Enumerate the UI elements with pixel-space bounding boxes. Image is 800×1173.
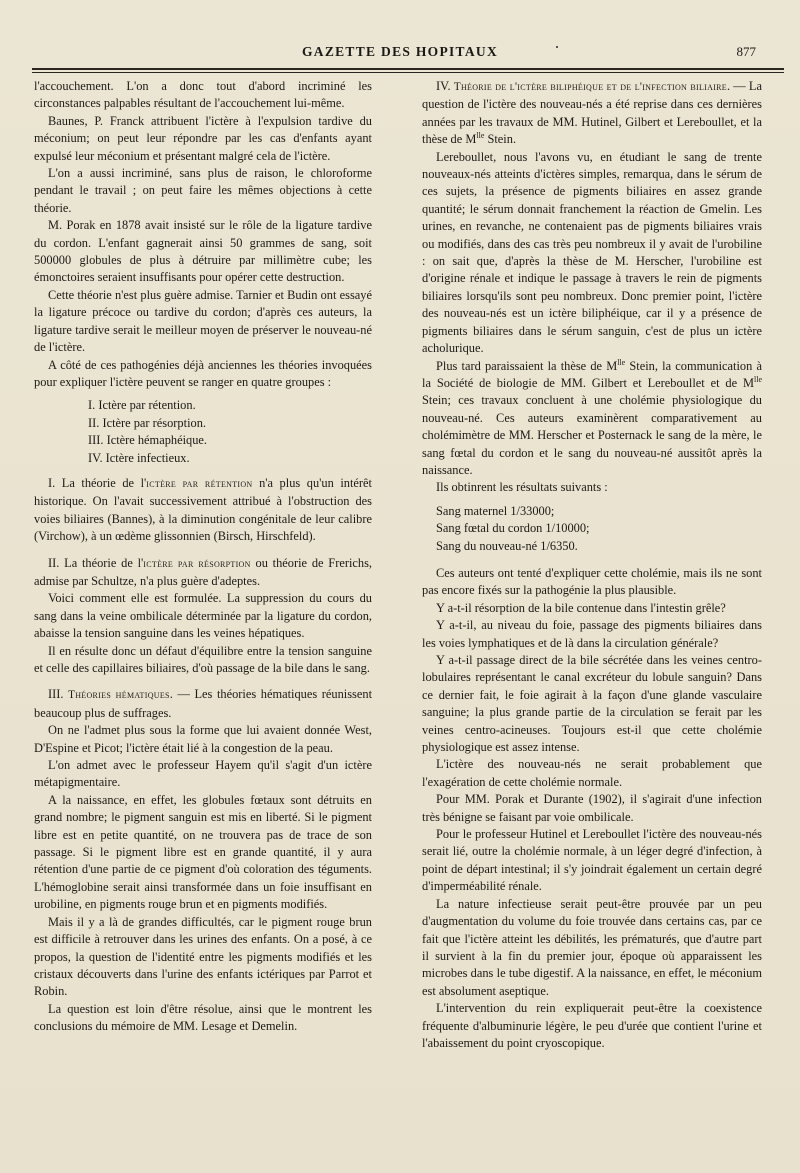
text: ou théorie de Frerichs, admise par Schultze, n'a plus guère d'adeptes. [34, 555, 373, 588]
text: Stein. [484, 132, 517, 147]
paragraph: Il en résulte donc un défaut d'équilibre entre la tension sanguine et celle des capillaires biliaires, d'où passage de la bile dans le sang. [34, 643, 372, 675]
list-item: II. Ictère par résorption. [88, 415, 206, 430]
text: II. La théorie de l' [48, 555, 144, 570]
text: Stein; ces travaux concluent à une cholémie physiologique du nouveau-né. Ces auteurs examinèrent comparativement au cholémimètre de MM. Herscher et Posternack le sang de la mère, le sang fœtal du cordon et le sang du nouveau-né aussitôt après la naissance. [422, 393, 762, 477]
text: Plus tard paraissaient la thèse de M [436, 358, 618, 373]
running-header [0, 40, 800, 66]
paragraph: Voici comment elle est formulée. La suppression du cours du sang dans la veine ombilicale déterminée par la ligature du cordon, abaisse la tension sanguine dans les veines hépatiques. [34, 591, 372, 641]
header-rule-thin [32, 72, 784, 73]
paragraph: Y a-t-il résorption de la bile contenue dans l'intestin grêle? [436, 600, 726, 615]
paragraph: Ces auteurs ont tenté d'expliquer cette cholémie, mais ils ne sont pas encore fixés sur la pathogénie la plus plausible. [422, 565, 762, 598]
text: . — La question de l'ictère des nouveau-nés a été reprise dans ces dernières années par les travaux de MM. Hutinel, Gilbert et Lereboullet, et la thèse de M [422, 79, 762, 147]
paragraph: l'accouchement. L'on a donc tout d'abord incriminé les circonstances palpables résultant de l'accouchement lui-même. [34, 79, 372, 111]
paragraph: Pour MM. Porak et Durante (1902), il s'agirait d'une infection très bénigne se faisant par voie ombilicale. [422, 792, 762, 824]
print-speck [556, 46, 558, 48]
right-column [422, 78, 762, 1052]
section-heading: Théories hématiques [68, 689, 170, 702]
result-line: Sang du nouveau-né 1/6350. [436, 538, 578, 553]
paragraph: La question est loin d'être résolue, ainsi que le montrent les conclusions du mémoire de MM. Lesage et Demelin. [34, 1001, 372, 1034]
section-biliphaeic [422, 78, 762, 149]
text: Stein, la communication à la Société de biologie de MM. Gilbert et Lereboullet et de M [422, 358, 762, 390]
paragraph: Lereboullet, nous l'avons vu, en étudiant le sang de trente nouveaux-nés atteints d'ictères simples, remarqua, dans le sérum de ces sujets, la présence de pigments biliaires en assez grande quantité; le sérum donnait franchement la réaction de Gmelin. Les urines, en revanche, ne contenaient pas de pigments biliaires vrais ou modifiés, dans des cas très peu nombreux il y avait de l'urobiline : on sait que, d'après la thèse de M. Herscher, l'urobiline est d'origine rénale et indique le passage à travers le rein de pigments biliaires lorsqu'ils sont peu nombreux. Donc premier point, l'ictère des nouveau-nés est un ictère biliphéique, car il y a présence de pigments biliaires dans le sérum sanguin, c'est de plus un ictère acholurique. [422, 149, 762, 356]
header-rule-thick [32, 68, 784, 70]
theory-groups-list [34, 397, 372, 467]
result-line: Sang maternel 1/33000; [436, 503, 555, 518]
paragraph: Cette théorie n'est plus guère admise. Tarnier et Budin ont essayé la ligature précoce ou tardive du cordon; d'après ces auteurs, la ligature tardive serait le meilleur moyen de préserver le nouveau-né de l'ictère. [34, 287, 372, 355]
list-item: IV. Ictère infectieux. [88, 450, 190, 465]
section-heading: ictère par résorption [143, 557, 251, 570]
text: IV. [436, 79, 454, 93]
paragraph: A côté de ces pathogénies déjà anciennes les théories invoquées pour expliquer l'ictère peuvent se ranger en quatre groupes : [34, 357, 372, 389]
text: III. [48, 687, 69, 702]
superscript: lle [617, 357, 626, 367]
paragraph: M. Porak en 1878 avait insisté sur le rôle de la ligature tardive du cordon. L'enfant gagnerait ainsi 50 grammes de sang, soit 500000 globules de plus à détruire par millimètre cube; les émonctoires seraient insuffisants pour opérer cette destruction. [34, 218, 372, 285]
superscript: lle [476, 131, 485, 141]
section-resorption [34, 555, 372, 591]
paragraph: Mais il y a là de grandes difficultés, car le pigment rouge brun est difficile à retrouver dans les urines des enfants. On a posé, à ce propos, la question de l'identité entre les pigments modifiés et les cristaux découverts dans l'urine des enfants ictériques par Parrot et Robin. [34, 914, 372, 999]
section-heading: Théorie de l'ictère biliphéique et de l'infection biliaire [453, 81, 727, 93]
paragraph: Ils obtinrent les résultats suivants : [436, 480, 608, 495]
paragraph: L'on admet avec le professeur Hayem qu'il s'agit d'un ictère métapigmentaire. [34, 758, 372, 790]
list-item: I. Ictère par rétention. [88, 398, 196, 413]
section-hematic [34, 686, 372, 722]
section-heading: ictère par rétention [146, 477, 253, 490]
paragraph [422, 358, 762, 480]
superscript: lle [754, 374, 762, 384]
paragraph: L'intervention du rein expliquerait peut-être la coexistence fréquente d'albuminurie légère, le peu d'urée que contient l'urine et l'abaissement du point cryoscopique. [422, 1001, 762, 1050]
paragraph: Pour le professeur Hutinel et Lereboullet l'ictère des nouveau-nés serait lié, outre la cholémie normale, à un léger degré d'infection, à point de départ intestinal; il s'y joindrait également un certain degré d'imperméabilité rénale. [422, 827, 762, 894]
journal-title: GAZETTE DES HOPITAUX [301, 44, 499, 59]
blood-results [422, 503, 762, 555]
list-item: III. Ictère hémaphéique. [88, 433, 208, 448]
paragraph: A la naissance, en effet, les globules fœtaux sont détruits en grand nombre; le pigment sanguin est mis en liberté. Si le pigment libre est en petite quantité, on ne trouvera pas de trace de son passage. Si le pigment libre est en grande quantité, il y aura rétention d'une partie de ce pigment d'où coloration des téguments. L'hémoglobine serait ainsi transformée dans un foie insuffisant en urobiline, en pigments rouge brun et en pigments modifiés. [34, 792, 372, 912]
page-number: 877 [736, 44, 756, 59]
left-column [34, 78, 372, 1036]
paragraph: Y a-t-il, au niveau du foie, passage des pigments biliaires dans les voies lymphatiques et de là dans la circulation générale? [422, 618, 762, 650]
paragraph: Y a-t-il passage direct de la bile sécrétée dans les veines centro-lobulaires représentant le canal excréteur du lobule sanguin? Dans ce dernier fait, le foie agirait à la façon d'une glande vasculaire sanguine; la plus grande partie de la circulation se ferait par les veines centro-acineuses. Toujours est-il que cette cholémie physiologique est assez intense. [422, 653, 762, 755]
result-line: Sang fœtal du cordon 1/10000; [436, 521, 590, 536]
paragraph: L'ictère des nouveau-nés ne serait probablement que l'exagération de cette cholémie normale. [422, 757, 762, 789]
paragraph: L'on a aussi incriminé, sans plus de raison, le chloroforme pendant le travail ; on peut faire les mêmes objections à cette théorie. [34, 166, 372, 215]
section-retention [34, 475, 372, 546]
text: I. La théorie de l' [48, 475, 147, 490]
paragraph: On ne l'admet plus sous la forme que lui avaient donnée West, D'Espine et Picot; l'ictère était lié à la congestion de la peau. [34, 723, 372, 755]
text: . — Les théories hématiques réunissent beaucoup plus de suffrages. [34, 687, 373, 720]
paragraph: La nature infectieuse serait peut-être prouvée par un peu d'augmentation du volume du foie trouvée dans certains cas, par ce fait que l'ictère atteint les débilités, les prématurés, que d'autre part il survient à la fin du premier jour, époque où apparaissent les microbes dans le tube digestif. A la naissance, en effet, le méconium est absolument aseptique. [422, 896, 762, 998]
text: n'a plus qu'un intérêt historique. On l'avait successivement attribué à l'obstruction des voies biliaires (Bannes), à la diminution congénitale de leur calibre (Virchow), à un œdème glissonnien (Birsch, Hirschfeld). [34, 475, 372, 544]
paragraph: Baunes, P. Franck attribuent l'ictère à l'expulsion tardive du méconium; on peut leur répondre par les cas d'enfants ayant expulsé leur méconium et présentant malgré cela de l'ictère. [34, 113, 372, 163]
